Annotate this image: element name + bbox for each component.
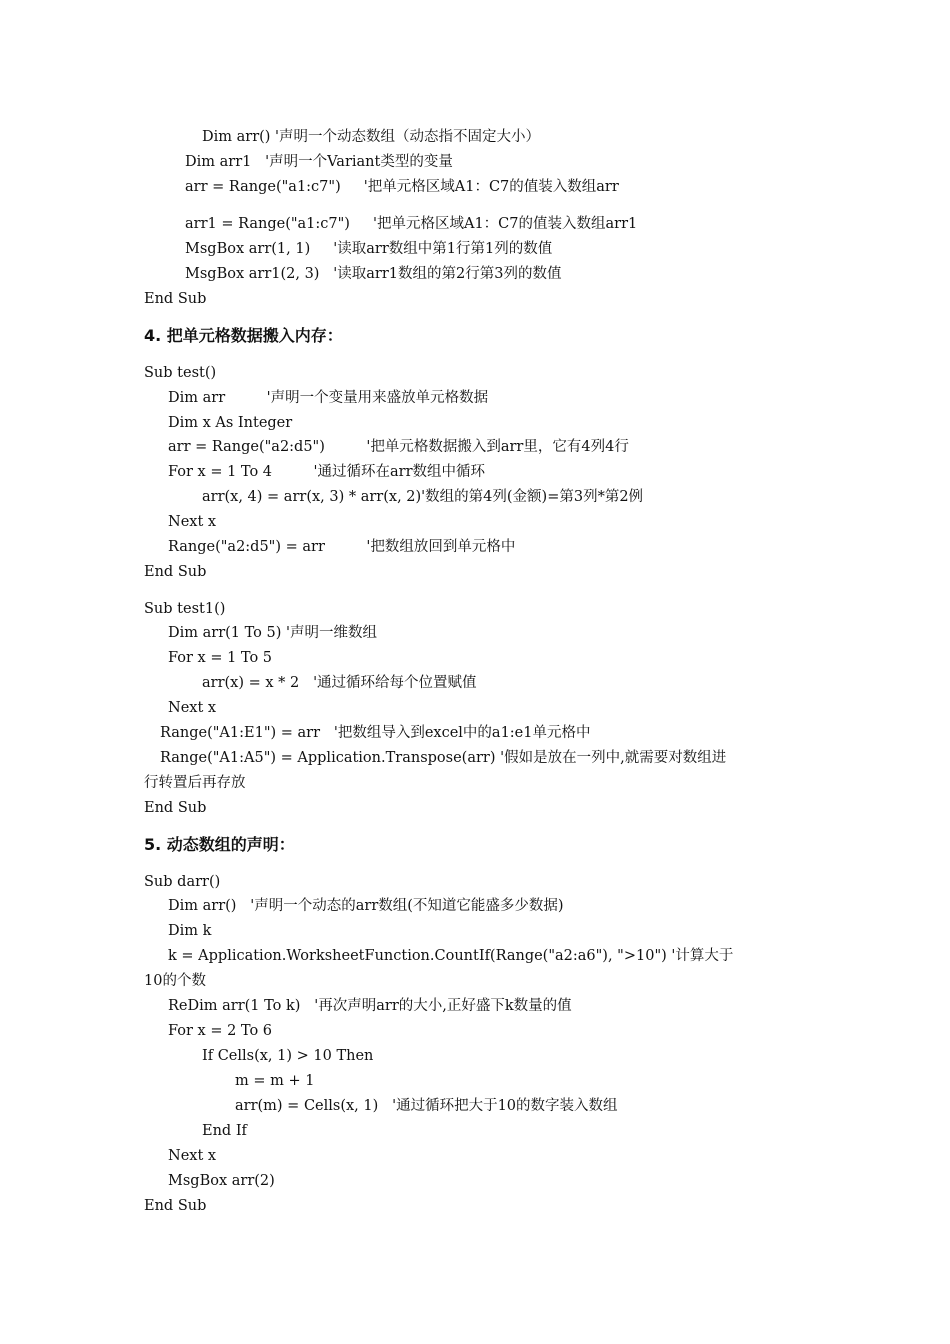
code-line: For x = 2 To 6 <box>168 1023 273 1039</box>
code-line: Sub test() <box>144 365 217 381</box>
code-line: End Sub <box>144 800 207 816</box>
code-line: arr = Range("a2:d5") '把单元格数据搬入到arr里，它有4列4行 <box>168 439 629 455</box>
code-line: End Sub <box>144 564 207 580</box>
code-line: arr(m) = Cells(x, 1) '通过循环把大于10的数字装入数组 <box>235 1098 618 1114</box>
code-line: Range("A1:E1") = arr '把数组导入到excel中的a1:e1单元格中 <box>160 725 591 741</box>
code-line: ReDim arr(1 To k) '再次声明arr的大小,正好盛下k数量的值 <box>168 998 572 1014</box>
code-line: Dim k <box>168 923 212 939</box>
code-line: m = m + 1 <box>235 1073 315 1089</box>
code-line: Dim arr1 '声明一个Variant类型的变量 <box>185 154 453 170</box>
code-line: 10的个数 <box>144 973 206 989</box>
section-heading: 4. 把单元格数据搬入内存： <box>144 326 343 345</box>
code-line: arr1 = Range("a1:c7") '把单元格区域A1：C7的值装入数组arr1 <box>185 216 638 232</box>
code-line: k = Application.WorksheetFunction.CountIf(Range("a2:a6"), ">10") '计算大于 <box>168 948 734 964</box>
code-line: MsgBox arr(1, 1) '读取arr数组中第1行第1列的数值 <box>185 241 553 257</box>
code-line: Sub darr() <box>144 874 221 890</box>
code-line: Range("A1:A5") = Application.Transpose(arr) '假如是放在一列中,就需要对数组进 <box>160 750 727 766</box>
code-line: arr = Range("a1:c7") '把单元格区域A1：C7的值装入数组arr <box>185 179 619 195</box>
code-line: Range("a2:d5") = arr '把数组放回到单元格中 <box>168 539 516 555</box>
code-line: End Sub <box>144 1198 207 1214</box>
code-line: Dim arr() '声明一个动态数组（动态指不固定大小） <box>202 129 541 145</box>
code-line: If Cells(x, 1) > 10 Then <box>202 1048 374 1064</box>
code-line: Next x <box>168 700 217 716</box>
code-line: Dim arr '声明一个变量用来盛放单元格数据 <box>168 390 489 406</box>
code-line: For x = 1 To 5 <box>168 650 273 666</box>
code-line: Dim arr() '声明一个动态的arr数组(不知道它能盛多少数据) <box>168 898 564 914</box>
code-line: End Sub <box>144 291 207 307</box>
code-line: MsgBox arr(2) <box>168 1173 275 1189</box>
code-line: Next x <box>168 1148 217 1164</box>
code-line: End If <box>202 1123 247 1139</box>
code-line: arr(x) = x * 2 '通过循环给每个位置赋值 <box>202 675 477 691</box>
code-line: MsgBox arr1(2, 3) '读取arr1数组的第2行第3列的数值 <box>185 266 562 282</box>
code-line: Sub test1() <box>144 601 226 617</box>
code-line: Dim arr(1 To 5) '声明一维数组 <box>168 625 377 641</box>
code-line: Next x <box>168 514 217 530</box>
code-line: Dim x As Integer <box>168 415 293 431</box>
code-line: arr(x, 4) = arr(x, 3) * arr(x, 2)'数组的第4列(金额)=第3列*第2例 <box>202 489 644 505</box>
code-line: For x = 1 To 4 '通过循环在arr数组中循环 <box>168 464 486 480</box>
section-heading: 5. 动态数组的声明： <box>144 835 295 854</box>
code-line: 行转置后再存放 <box>144 775 246 791</box>
